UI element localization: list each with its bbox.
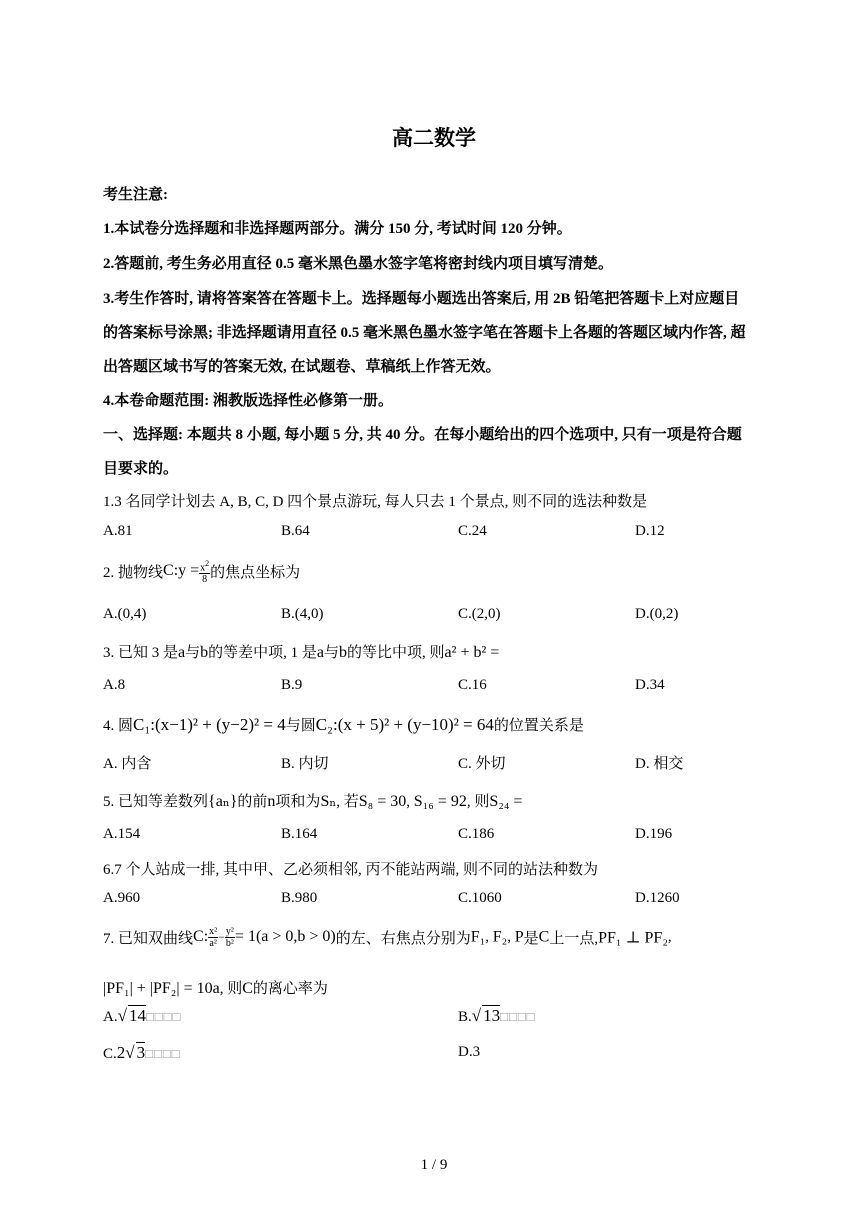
q5-text: 项和为 bbox=[275, 794, 321, 810]
question-6: 6.7 个人站成一排, 其中甲、乙必须相邻, 丙不能站两端, 则不同的站法种数为 bbox=[103, 862, 599, 878]
q3-option-a: A.8 bbox=[103, 677, 126, 693]
q4-circle-2: C₂:(x + 5)² + (y−10)² = 64 bbox=[315, 715, 494, 734]
q2-option-d: D.(0,2) bbox=[635, 606, 679, 622]
q2-fraction bbox=[199, 558, 210, 585]
q5-text: 5. 已知等差数列 bbox=[103, 794, 209, 810]
q2-suffix: 的焦点坐标为 bbox=[210, 565, 301, 582]
question-4 bbox=[103, 714, 584, 735]
notice-item: 1.本试卷分选择题和非选择题两部分。满分 150 分, 考试时间 120 分钟。 bbox=[103, 221, 572, 237]
q1-option-d: D.12 bbox=[635, 523, 665, 539]
q6-option-d: D.1260 bbox=[635, 890, 680, 906]
q7-sum-formula: |PF₁| + |PF₂| = 10a bbox=[103, 980, 220, 997]
question-7: 7. 已知双曲线C: $\frac{\text{x²}}{\text{a²}}$ − $\frac{\text{y²}}{\text{b²}}$ = 1(a > 0,b > 0)的左、右焦点分别为F₁, F₂, P是C上一点,PF₁ ⊥ PF₂, bbox=[103, 926, 672, 949]
page-number: 1 / 9 bbox=[420, 1157, 448, 1173]
q5-option-c: C.186 bbox=[458, 826, 495, 842]
q7-text: 的左、右焦点分别为 bbox=[335, 931, 471, 947]
q3-var-b: b bbox=[339, 644, 348, 661]
q2-frac-num: x bbox=[200, 562, 206, 574]
q2-frac-sup: 2 bbox=[205, 559, 210, 568]
q7-fx-num: x² bbox=[209, 926, 218, 937]
q2-formula bbox=[163, 559, 210, 586]
section-heading-cont: 目要求的。 bbox=[103, 461, 179, 477]
q7-f2: F₂ bbox=[492, 928, 508, 946]
q7-frac-y bbox=[225, 926, 235, 949]
q5-sn: Sₙ bbox=[320, 793, 337, 810]
notice-item: 4.本卷命题范围: 湘教版选择性必修第一册。 bbox=[103, 393, 393, 409]
q5-s8: S₈ = 30 bbox=[358, 793, 407, 810]
q2-prefix: 2. 抛物线 bbox=[103, 565, 164, 582]
q7-text: 7. 已知双曲线 bbox=[103, 931, 194, 947]
section-heading: 一、选择题: 本题共 8 小题, 每小题 5 分, 共 40 分。在每小题给出的四个选项中, 只有一项是符合题 bbox=[103, 427, 742, 443]
q7-frac-x bbox=[208, 926, 218, 949]
question-2 bbox=[103, 558, 300, 585]
q4-option-c: C. 外切 bbox=[458, 756, 506, 772]
q6-option-a: A.960 bbox=[103, 890, 141, 906]
q1-option-a: A.81 bbox=[103, 523, 133, 539]
q7-option-a-label: A. bbox=[103, 1009, 118, 1025]
notice-heading: 考生注意: bbox=[103, 187, 168, 203]
notice-item: 的答案标号涂黑; 非选择题请用直径 0.5 毫米黑色墨水签字笔在答题卡上各题的答题区域内作答, 超 bbox=[103, 325, 746, 341]
q3-option-b: B.9 bbox=[281, 677, 303, 693]
q3-text: 的等比中项, 则 bbox=[347, 645, 445, 661]
q5-option-d: D.196 bbox=[635, 826, 673, 842]
q3-var-a: a bbox=[178, 644, 186, 661]
q7-text: 是 bbox=[523, 931, 539, 947]
q7-option-b-label: B. bbox=[458, 1009, 472, 1025]
q7-c-var: C bbox=[242, 980, 253, 997]
question-3 bbox=[103, 641, 499, 662]
q5-s24: S₂₄ = bbox=[489, 793, 523, 810]
q7-text: 的离心率为 bbox=[252, 981, 328, 997]
q7-fy-den: b² bbox=[225, 938, 234, 949]
q2-option-c: C.(2,0) bbox=[458, 606, 501, 622]
notice-item: 2.答题前, 考生务必用直径 0.5 毫米黑色墨水签字笔将密封线内项目填写清楚。 bbox=[103, 256, 614, 272]
q7-option-d: D.3 bbox=[458, 1044, 481, 1060]
q5-s16: S₁₆ = 92 bbox=[413, 793, 467, 810]
q5-sequence: {aₙ} bbox=[208, 793, 238, 810]
q5-option-b: B.164 bbox=[281, 826, 318, 842]
q7-c: C: bbox=[193, 928, 209, 946]
q7-text: , 则 bbox=[219, 981, 243, 997]
q3-formula: a² + b² = bbox=[444, 644, 500, 661]
q7-placeholder-boxes: □□□□ bbox=[500, 1009, 536, 1024]
q7-option-c-coef: 2 bbox=[116, 1043, 126, 1062]
q5-text: , 则 bbox=[466, 794, 490, 810]
q7-c-var: C bbox=[538, 928, 550, 946]
question-1: 1.3 名同学计划去 A, B, C, D 四个景点游玩, 每人只去 1 个景点, 则不同的选法种数是 bbox=[103, 494, 648, 510]
q3-text: 3. 已知 3 是 bbox=[103, 645, 179, 661]
q7-placeholder-boxes: □□□□ bbox=[145, 1009, 182, 1024]
q5-var-n: n bbox=[267, 793, 276, 810]
q5-text: , 若 bbox=[336, 794, 359, 810]
q5-text: 的前 bbox=[237, 794, 268, 810]
q4-text: 与圆 bbox=[285, 718, 316, 734]
q4-option-b: B. 内切 bbox=[281, 756, 329, 772]
q4-option-d: D. 相交 bbox=[635, 756, 684, 772]
q3-text: 的等差中项, 1 是 bbox=[208, 645, 317, 661]
q3-text: 与 bbox=[324, 645, 340, 661]
q7-fx-den: a² bbox=[209, 938, 217, 949]
q4-circle-1: C₁:(x−1)² + (y−2)² = 4 bbox=[133, 715, 286, 734]
q7-option-b-value: 13 bbox=[483, 1006, 501, 1025]
q3-var-b: b bbox=[200, 644, 209, 661]
q4-text: 的位置关系是 bbox=[493, 718, 584, 734]
q2-option-a: A.(0,4) bbox=[103, 606, 147, 622]
q7-placeholder-boxes: □□□□ bbox=[145, 1046, 181, 1061]
page-title: 高二数学 bbox=[392, 126, 476, 150]
q7-f1: F₁ bbox=[470, 928, 486, 946]
q3-option-c: C.16 bbox=[458, 677, 487, 693]
q2-frac-den: 8 bbox=[202, 574, 208, 586]
q7-p: P bbox=[514, 928, 524, 946]
notice-item: 3.考生作答时, 请将答案答在答题卡上。选择题每小题选出答案后, 用 2B 铅笔把答题卡上对应题目 bbox=[103, 291, 740, 307]
q3-text: 与 bbox=[185, 645, 201, 661]
q4-text: 4. 圆 bbox=[103, 718, 134, 734]
q7-hyperbola bbox=[193, 926, 336, 949]
q5-option-a: A.154 bbox=[103, 826, 141, 842]
question-7-cont bbox=[103, 977, 328, 998]
q7-option-b: B.√ 13□□□□ bbox=[458, 1006, 536, 1025]
q7-option-a-value: 14 bbox=[128, 1006, 146, 1025]
q7-option-a: A.√ 14□□□□ bbox=[103, 1006, 182, 1025]
q6-option-c: C.1060 bbox=[458, 890, 502, 906]
q7-text: 上一点, bbox=[549, 931, 599, 947]
q4-option-a: A. 内含 bbox=[103, 756, 152, 772]
q7-fy-num: y² bbox=[225, 926, 234, 937]
q1-option-b: B.64 bbox=[281, 523, 310, 539]
q7-perp: PF₁ ⊥ PF₂ bbox=[598, 929, 668, 947]
q2-formula-lhs: C:y = bbox=[163, 562, 200, 580]
q3-option-d: D.34 bbox=[635, 677, 665, 693]
q7-option-c-label: C. bbox=[103, 1046, 117, 1062]
q1-option-c: C.24 bbox=[458, 523, 487, 539]
q2-option-b: B.(4,0) bbox=[281, 606, 324, 622]
q7-option-c: C.2√ 3□□□□ bbox=[103, 1043, 181, 1062]
question-5: 5. 已知等差数列{aₙ}的前n项和为Sₙ, 若S₈ = 30, S₁₆ = 92, 则S₂₄ = bbox=[103, 793, 523, 810]
q3-var-a: a bbox=[316, 644, 325, 661]
q6-option-b: B.980 bbox=[281, 890, 318, 906]
q7-option-c-value: 3 bbox=[136, 1043, 146, 1062]
q7-minus: − bbox=[218, 930, 225, 945]
notice-item: 出答题区域书写的答案无效, 在试题卷、草稿纸上作答无效。 bbox=[103, 359, 501, 375]
q7-rhs: = 1(a > 0,b > 0) bbox=[234, 928, 336, 946]
